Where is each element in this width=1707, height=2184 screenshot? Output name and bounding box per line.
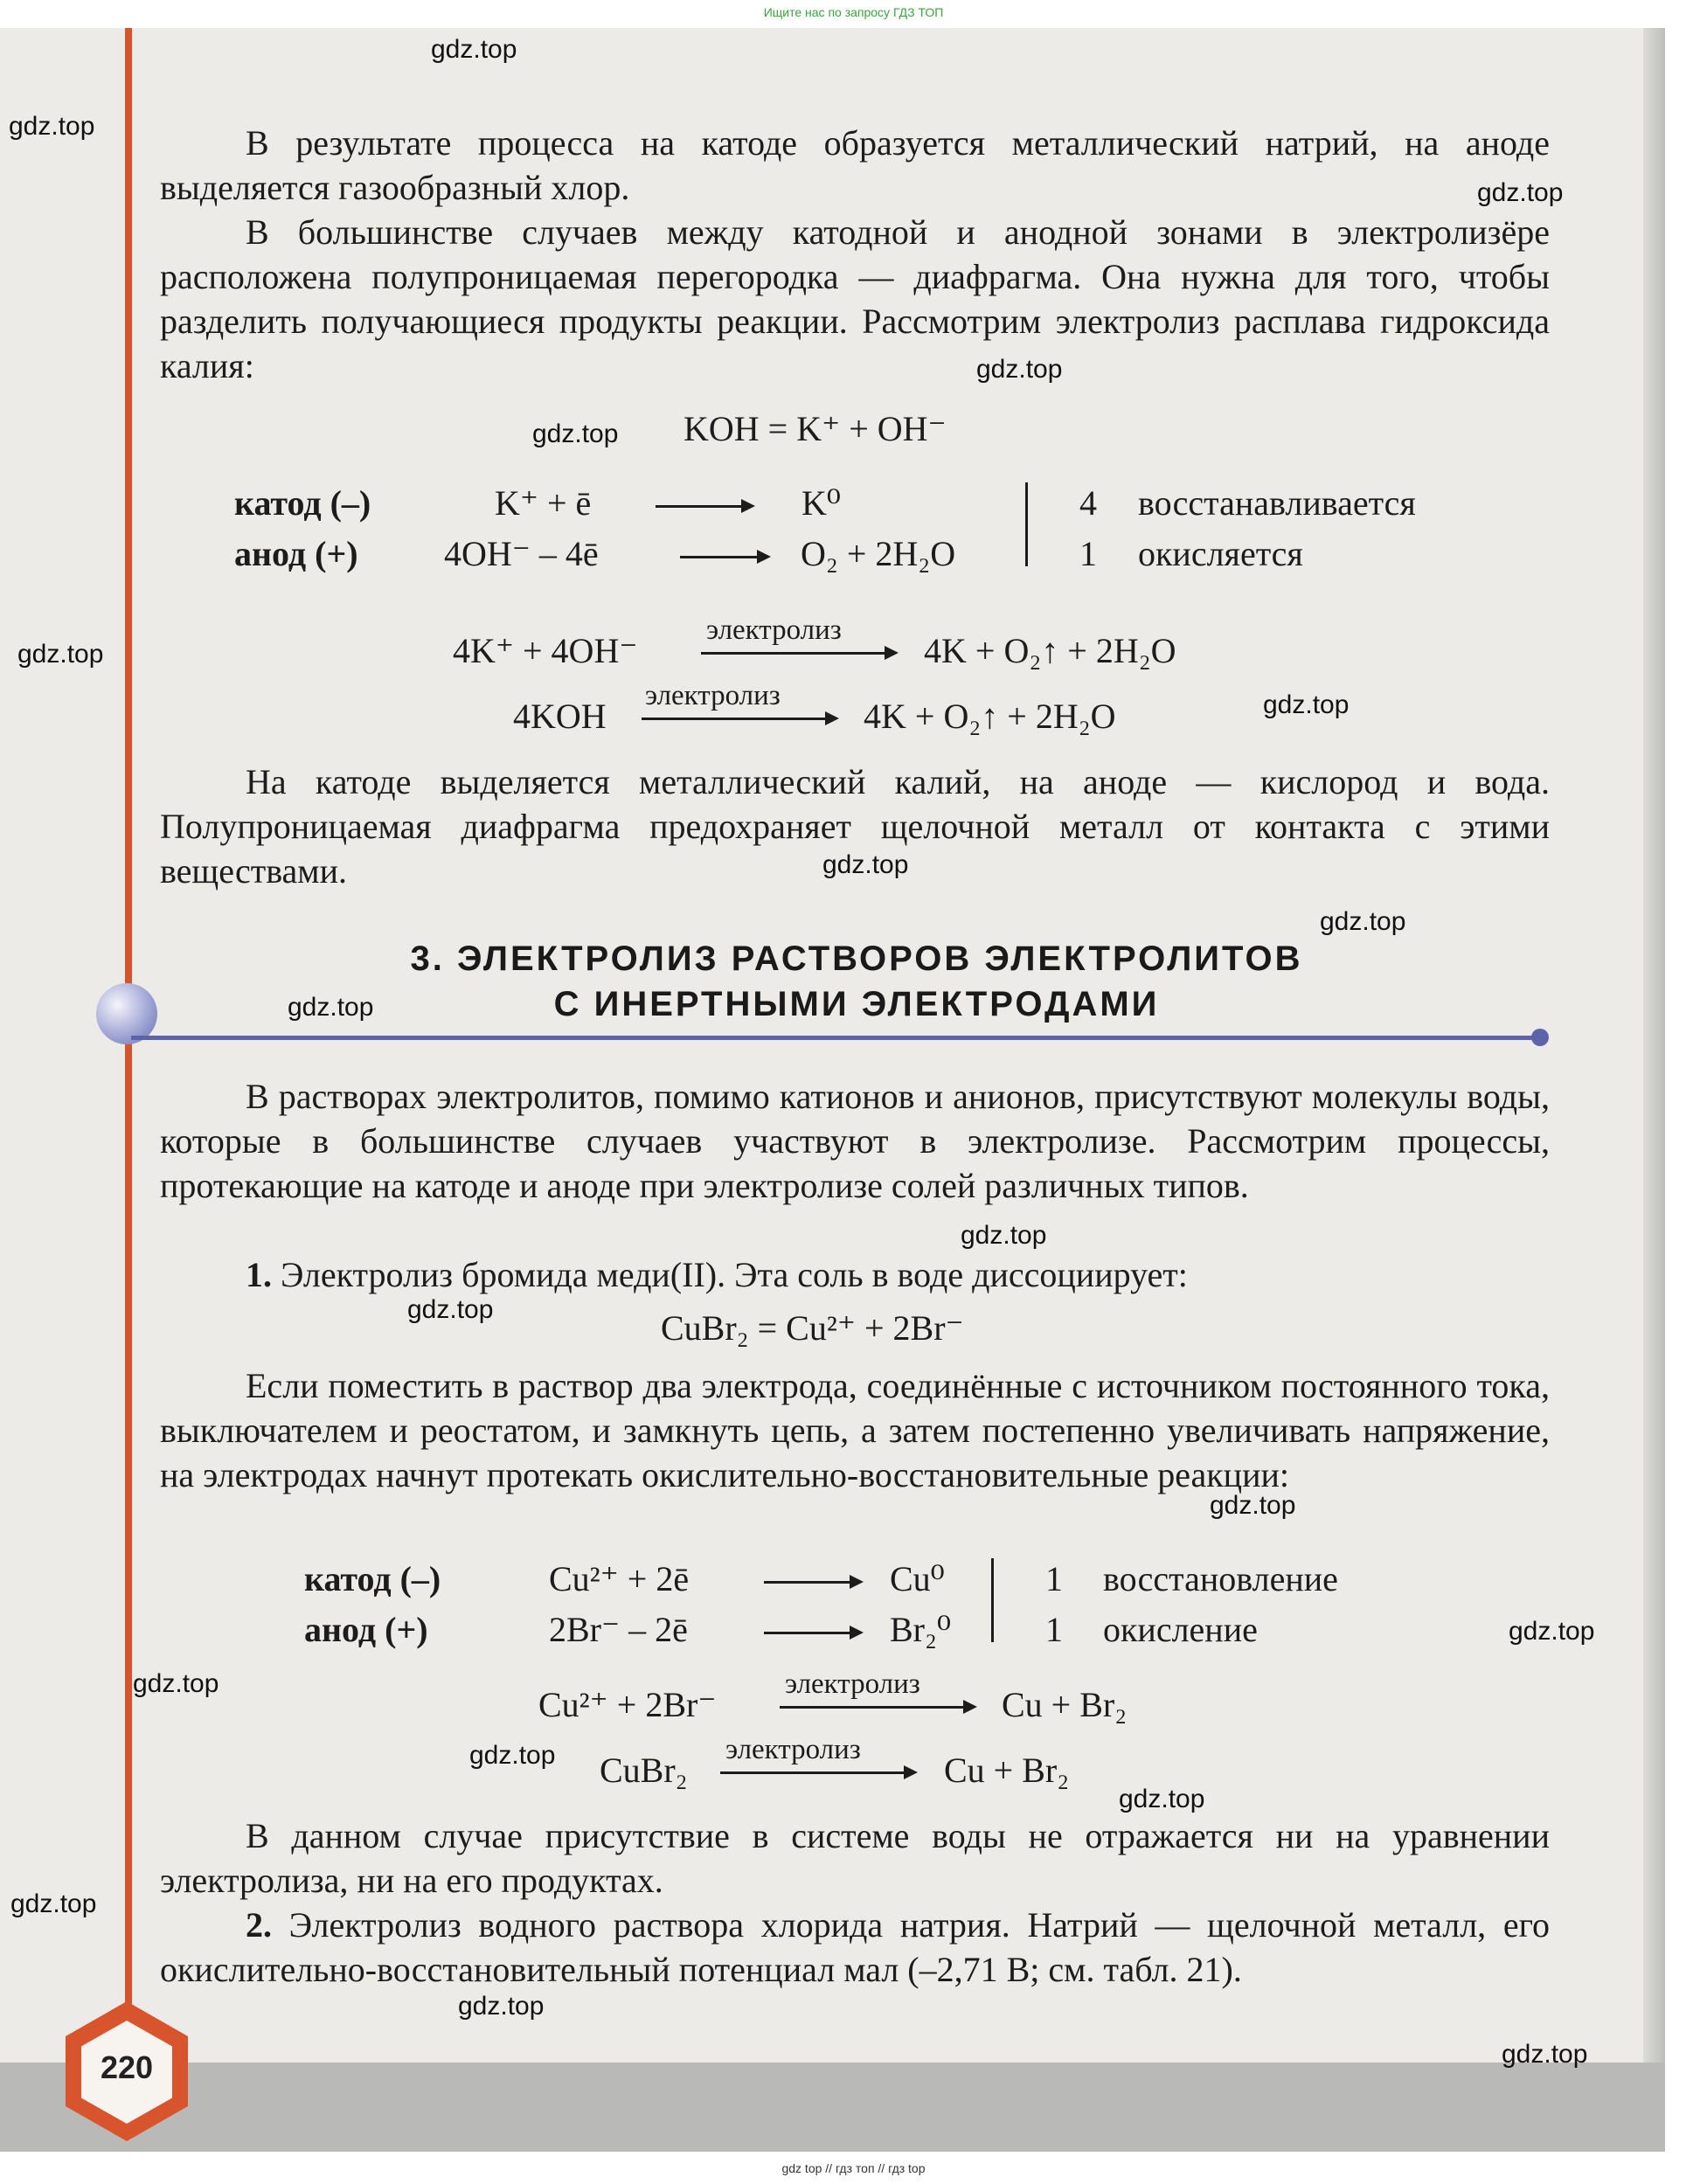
watermark: gdz.top xyxy=(976,355,1063,384)
koh-cathode-coef: 4 xyxy=(1079,483,1097,523)
top-note: Ищите нас по запросу ГДЗ ТОП xyxy=(763,5,944,19)
paragraph-4: В растворах электролитов, помимо катионов и анионов, присутствуют молекулы воды, которые в большинстве случаев участвуют в электролизе. Рассмотрим процессы, протекающие на катоде и аноде при электролизе солей различных типов. xyxy=(160,1077,1550,1205)
watermark: gdz.top xyxy=(1502,2040,1588,2069)
heading-underline xyxy=(131,1036,1538,1040)
arrow-right-icon xyxy=(642,718,836,720)
cubr-molecular-over: электролиз xyxy=(725,1734,861,1765)
watermark: gdz.top xyxy=(407,1295,494,1324)
item-number: 1. xyxy=(246,1255,272,1294)
paragraph-1: В результате процесса на катоде образуется металлический натрий, на аноде выделяется газообразный хлор. xyxy=(160,123,1550,207)
cubr-molecular-right: Cu + Br₂ xyxy=(944,1751,1070,1790)
watermark: gdz.top xyxy=(431,35,517,64)
arrow-right-icon xyxy=(656,505,752,508)
watermark: gdz.top xyxy=(1509,1617,1595,1646)
paragraph-5 xyxy=(160,1252,1550,1297)
cubr-cathode-left: Cu²⁺ + 2ē xyxy=(549,1559,690,1598)
arrow-right-icon xyxy=(780,1706,974,1709)
watermark: gdz.top xyxy=(288,993,374,1022)
arrow-right-icon xyxy=(701,652,895,655)
koh-ionic-right: 4K + O₂↑ + 2H₂O xyxy=(924,631,1176,670)
koh-anode-left: 4OH⁻ – 4ē xyxy=(444,534,599,573)
cubr-cathode-label: катод (–) xyxy=(304,1559,441,1598)
koh-anode-coef: 1 xyxy=(1079,534,1097,573)
cubr-cathode-right: Cu⁰ xyxy=(890,1559,945,1598)
separator-bar xyxy=(1025,482,1028,566)
paragraph-8 xyxy=(160,1903,1550,1992)
item-text: Электролиз бромида меди(II). Эта соль в воде диссоциирует: xyxy=(272,1255,1188,1294)
watermark: gdz.top xyxy=(1477,178,1564,207)
page-bottom-band xyxy=(0,2063,1665,2152)
koh-ionic-left: 4K⁺ + 4OH⁻ xyxy=(453,631,638,670)
cubr-anode-label: анод (+) xyxy=(304,1610,428,1649)
cubr-dissociation: CuBr₂ = Cu²⁺ + 2Br⁻ xyxy=(661,1308,964,1348)
section-heading-line1: 3. ЭЛЕКТРОЛИЗ РАСТВОРОВ ЭЛЕКТРОЛИТОВ xyxy=(410,939,1303,978)
separator-bar xyxy=(991,1558,994,1642)
cubr-ionic-over: электролиз xyxy=(785,1668,920,1700)
arrow-right-icon xyxy=(764,1581,860,1584)
koh-cathode-desc: восстанавливается xyxy=(1138,483,1416,523)
watermark: gdz.top xyxy=(532,419,619,448)
cubr-cathode-desc: восстановление xyxy=(1103,1559,1338,1598)
watermark: gdz.top xyxy=(458,1992,545,2021)
cubr-anode-coef: 1 xyxy=(1045,1610,1063,1649)
cubr-molecular-left: CuBr₂ xyxy=(600,1751,688,1790)
cubr-anode-right: Br₂⁰ xyxy=(890,1610,951,1649)
cubr-ionic-right: Cu + Br₂ xyxy=(1002,1685,1128,1724)
koh-cathode-right: K⁰ xyxy=(801,483,841,523)
watermark: gdz.top xyxy=(469,1741,556,1770)
arrow-right-icon xyxy=(680,556,767,558)
watermark: gdz.top xyxy=(133,1669,219,1698)
watermark: gdz.top xyxy=(10,1889,97,1918)
koh-dissociation: KOH = K⁺ + OH⁻ xyxy=(683,409,947,448)
paragraph-6: Если поместить в раствор два электрода, соединённые с источником постоянного тока, выключателем и реостатом, и замкнуть цепь, а затем постепенно увеличивать напряжение, на электродах начнут протекать окислительно-восстановительные реакции: xyxy=(160,1366,1550,1494)
watermark: gdz.top xyxy=(9,112,95,141)
heading-line-dot xyxy=(1531,1029,1549,1046)
koh-molecular-over: электролиз xyxy=(645,680,781,711)
cubr-anode-left: 2Br⁻ – 2ē xyxy=(549,1610,688,1649)
page-number: 220 xyxy=(100,2049,154,2085)
bottom-note: gdz top // гдз топ // гдз top xyxy=(781,2161,926,2175)
koh-cathode-label: катод (–) xyxy=(234,483,371,523)
watermark: gdz.top xyxy=(1119,1785,1205,1813)
watermark: gdz.top xyxy=(1320,907,1406,936)
cubr-anode-desc: окисление xyxy=(1103,1610,1258,1649)
koh-anode-right: O₂ + 2H₂O xyxy=(801,534,956,573)
page-edge-shadow xyxy=(1643,28,1665,2152)
paragraph-2: В большинстве случаев между катодной и анодной зонами в электролизёре расположена полупроницаемая перегородка — диафрагма. Она нужна для того, чтобы разделить получающиеся продукты реакции. Рассмотрим электролиз расплава гидроксида калия: xyxy=(160,212,1550,385)
watermark: gdz.top xyxy=(822,850,909,879)
watermark: gdz.top xyxy=(1263,690,1350,719)
watermark: gdz.top xyxy=(1210,1491,1296,1520)
koh-molecular-left: 4KOH xyxy=(513,697,607,736)
koh-molecular-right: 4K + O₂↑ + 2H₂O xyxy=(864,697,1116,736)
item-text: Электролиз водного раствора хлорида натрия. Натрий — щелочной металл, его окислительно-восстановительный потенциал мал (–2,71 В; см. табл. 21). xyxy=(160,1905,1550,1989)
koh-ionic-over: электролиз xyxy=(706,614,842,646)
section-heading-line2: С ИНЕРТНЫМИ ЭЛЕКТРОДАМИ xyxy=(553,985,1160,1023)
cubr-ionic-left: Cu²⁺ + 2Br⁻ xyxy=(538,1685,717,1724)
watermark: gdz.top xyxy=(961,1221,1047,1250)
watermark: gdz.top xyxy=(17,640,104,669)
arrow-right-icon xyxy=(720,1771,914,1774)
cubr-cathode-coef: 1 xyxy=(1045,1559,1063,1598)
paragraph-3: На катоде выделяется металлический калий, на аноде — кислород и вода. Полупроницаемая диафрагма предохраняет щелочной металл от контакта с этими веществами. xyxy=(160,762,1550,891)
paragraph-7: В данном случае присутствие в системе воды не отражается ни на уравнении электролиза, ни на его продуктах. xyxy=(160,1816,1550,1900)
koh-cathode-left: K⁺ + ē xyxy=(495,483,592,523)
koh-anode-desc: окисляется xyxy=(1138,534,1303,573)
arrow-right-icon xyxy=(764,1632,860,1634)
koh-anode-label: анод (+) xyxy=(234,534,358,573)
item-number: 2. xyxy=(246,1905,272,1945)
